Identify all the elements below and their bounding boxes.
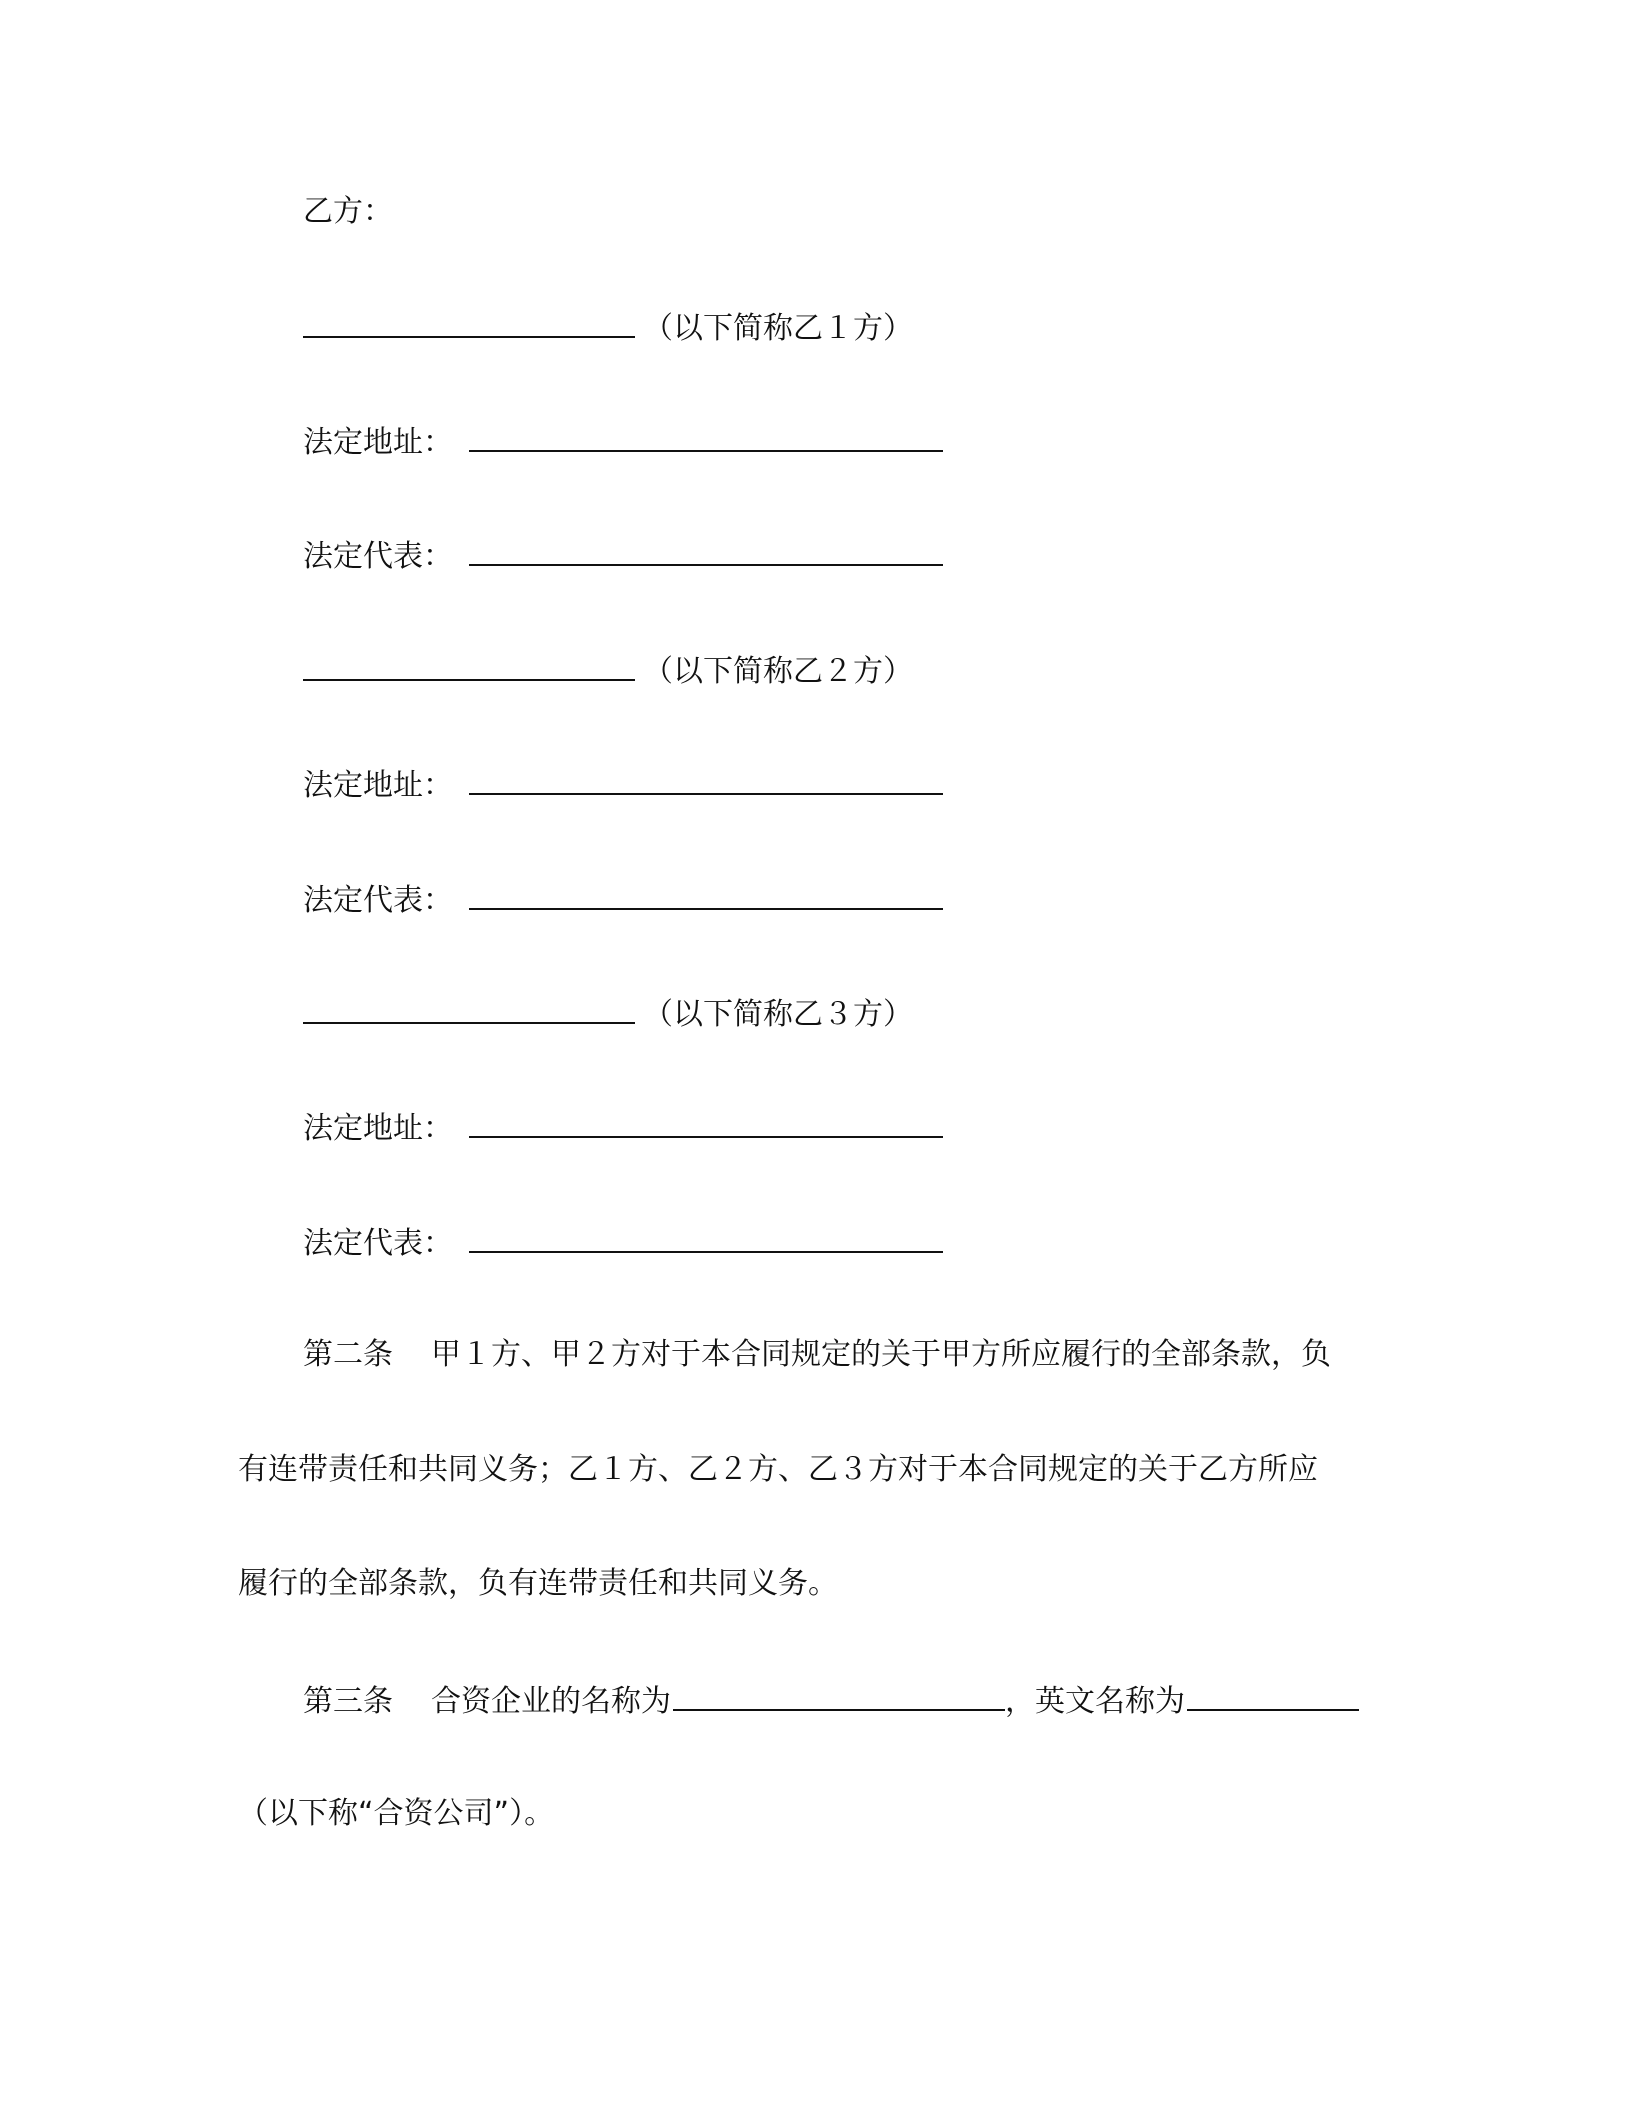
article-2-text-1: 甲１方、甲２方对于本合同规定的关于甲方所应履行的全部条款，负 bbox=[431, 1337, 1331, 1372]
party-b1-address-row bbox=[303, 422, 943, 461]
party-b3-address-blank[interactable] bbox=[469, 1108, 943, 1138]
company-name-blank[interactable] bbox=[673, 1681, 1005, 1711]
party-b1-address-blank[interactable] bbox=[469, 422, 943, 452]
party-b1-rep-row bbox=[303, 536, 943, 575]
article-2-line-1 bbox=[303, 1337, 1331, 1373]
party-b3-rep-blank[interactable] bbox=[469, 1223, 943, 1253]
party-b2-rep-blank[interactable] bbox=[469, 880, 943, 910]
party-b2-address-blank[interactable] bbox=[469, 765, 943, 795]
party-b1-name-blank[interactable] bbox=[303, 308, 635, 338]
party-b1-alias: （以下简称乙１方） bbox=[643, 311, 913, 346]
article-2-number: 第二条 bbox=[303, 1337, 393, 1372]
party-b3-name-row bbox=[303, 994, 913, 1033]
party-b2-name-blank[interactable] bbox=[303, 651, 635, 681]
party-b1-rep-blank[interactable] bbox=[469, 536, 943, 566]
party-b2-rep-row bbox=[303, 880, 943, 919]
party-b1-address-label: 法定地址： bbox=[303, 425, 453, 460]
party-b2-address-label: 法定地址： bbox=[303, 768, 453, 803]
article-2-line-3: 履行的全部条款，负有连带责任和共同义务。 bbox=[238, 1566, 838, 1601]
article-3-line-2: （以下称“合资公司”）。 bbox=[238, 1796, 555, 1831]
party-b3-alias: （以下简称乙３方） bbox=[643, 997, 913, 1032]
article-3-text-b: ，英文名称为 bbox=[1005, 1684, 1185, 1719]
party-b2-alias: （以下简称乙２方） bbox=[643, 654, 913, 689]
party-b3-address-label: 法定地址： bbox=[303, 1111, 453, 1146]
party-b3-rep-row bbox=[303, 1223, 943, 1262]
party-b3-name-blank[interactable] bbox=[303, 994, 635, 1024]
party-b2-address-row bbox=[303, 765, 943, 804]
article-3-text-a: 合资企业的名称为 bbox=[431, 1684, 671, 1719]
party-b-heading: 乙方： bbox=[303, 194, 393, 229]
english-name-blank[interactable] bbox=[1187, 1681, 1359, 1711]
article-2-line-2: 有连带责任和共同义务；乙１方、乙２方、乙３方对于本合同规定的关于乙方所应 bbox=[238, 1452, 1318, 1487]
party-b3-address-row bbox=[303, 1108, 943, 1147]
party-b1-name-row bbox=[303, 308, 913, 347]
article-3-number: 第三条 bbox=[303, 1684, 393, 1719]
party-b3-rep-label: 法定代表： bbox=[303, 1226, 453, 1261]
article-3-line-1 bbox=[303, 1681, 1359, 1720]
party-b2-name-row bbox=[303, 651, 913, 690]
party-b2-rep-label: 法定代表： bbox=[303, 883, 453, 918]
party-b1-rep-label: 法定代表： bbox=[303, 539, 453, 574]
